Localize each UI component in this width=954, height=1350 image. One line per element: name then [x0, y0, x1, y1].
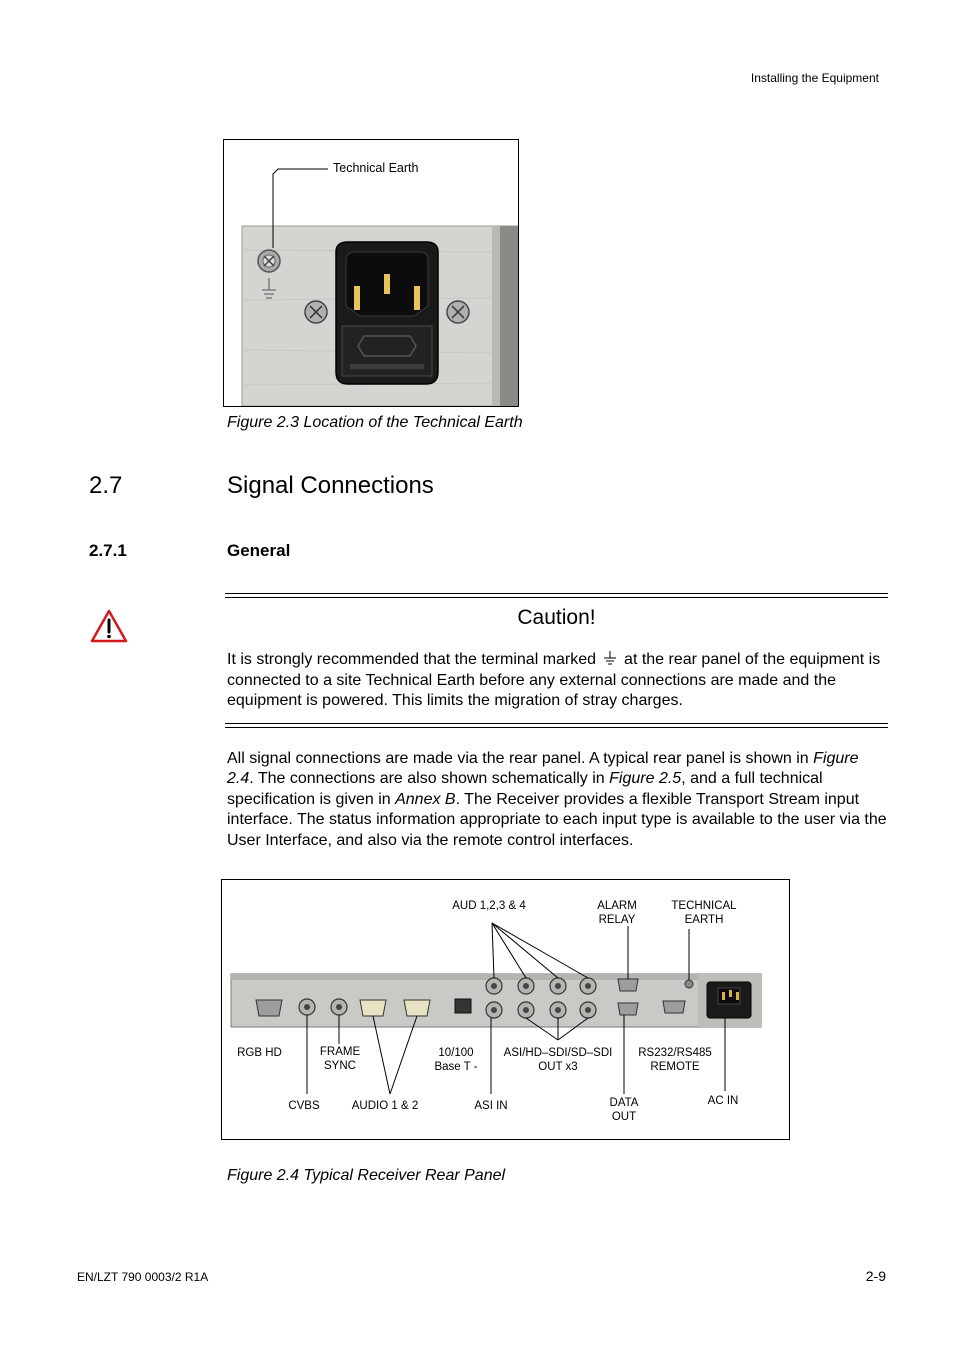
label-alarm-relay [582, 900, 652, 927]
label-earth-line: EARTH [684, 913, 724, 926]
label-frame-line: FRAME [319, 1046, 361, 1058]
label-out-line: OUT [611, 1110, 637, 1123]
document-id: EN/LZT 790 0003/2 R1A [77, 1270, 209, 1284]
label-relay-line: RELAY [598, 913, 636, 926]
label-rs232-line: RS232/RS485 [638, 1047, 712, 1059]
figure-technical-earth-photo [223, 139, 519, 407]
label-10-100-line: 10/100 [438, 1047, 474, 1059]
body-text: . The Receiver provides a flexible Transport Stream input interface. The status information appropriate to each input type is available to the user via the User Interface, and also via the remote control interfaces. [227, 790, 887, 849]
subsection-number: 2.7.1 [89, 541, 127, 560]
caution-top-rule [225, 593, 888, 598]
caution-title: Caution! [517, 606, 596, 629]
body-text: All signal connections are made via the rear panel. A typical rear panel is shown in [227, 750, 814, 767]
figure-2-3-caption: Figure 2.3 Location of the Technical Earth [227, 414, 523, 431]
caution-text [227, 650, 887, 712]
body-paragraph [227, 749, 887, 851]
figure-reference: Figure 2.4 [227, 750, 859, 788]
label-cvbs: CVBS [288, 1100, 320, 1112]
label-asi-sdi-line: ASI/HD–SDI/SD–SDI [503, 1047, 613, 1059]
annex-reference: Annex B [395, 790, 456, 808]
label-ac-in: AC IN [707, 1095, 739, 1107]
label-alarm-line: ALARM [597, 900, 637, 912]
label-rs232-remote [630, 1047, 720, 1074]
figure-2-4-caption: Figure 2.4 Typical Receiver Rear Panel [227, 1167, 506, 1184]
body-text: , and a full technical specification is given in [227, 770, 823, 808]
running-header: Installing the Equipment [750, 71, 879, 85]
label-rgb-hd: RGB HD [237, 1047, 282, 1059]
label-remote-line: REMOTE [650, 1060, 700, 1073]
subsection-title: General [227, 541, 291, 560]
section-number: 2.7 [89, 472, 123, 499]
caution-bottom-rule [225, 723, 888, 728]
section-title: Signal Connections [227, 472, 434, 499]
label-technical-line: TECHNICAL [671, 900, 737, 912]
caution-text-part-2: at the rear panel of the equipment is connected to a site Technical Earth before any external connections are made and the equipment is powered. This limits the migration of stray charges. [227, 651, 881, 709]
label-aud: AUD 1,2,3 & 4 [452, 900, 526, 912]
body-text: . The connections are also shown schematically in [249, 770, 610, 788]
figure-reference: Figure 2.5 [609, 770, 682, 788]
label-asi-sdi-out [498, 1047, 618, 1074]
label-data-line: DATA [609, 1097, 639, 1109]
label-audio-1-2: AUDIO 1 & 2 [351, 1100, 419, 1112]
technical-earth-illustration [224, 140, 518, 406]
figure-rear-panel [221, 879, 790, 1140]
label-frame-sync [310, 1046, 370, 1073]
label-sync-line: SYNC [324, 1059, 356, 1072]
technical-earth-callout-label: Technical Earth [333, 161, 419, 175]
label-out-x3-line: OUT x3 [538, 1060, 578, 1073]
warning-triangle-icon [89, 608, 129, 644]
caution-text-part-1: It is strongly recommended that the terminal marked [227, 651, 597, 668]
label-asi-in: ASI IN [474, 1100, 508, 1112]
label-base-t-line: Base T - [434, 1060, 478, 1073]
label-technical-earth [659, 900, 749, 927]
page-number: 2-9 [865, 1268, 886, 1284]
earth-symbol-icon [602, 650, 618, 666]
label-10-100-base-t [426, 1047, 486, 1074]
label-data-out [599, 1097, 649, 1124]
